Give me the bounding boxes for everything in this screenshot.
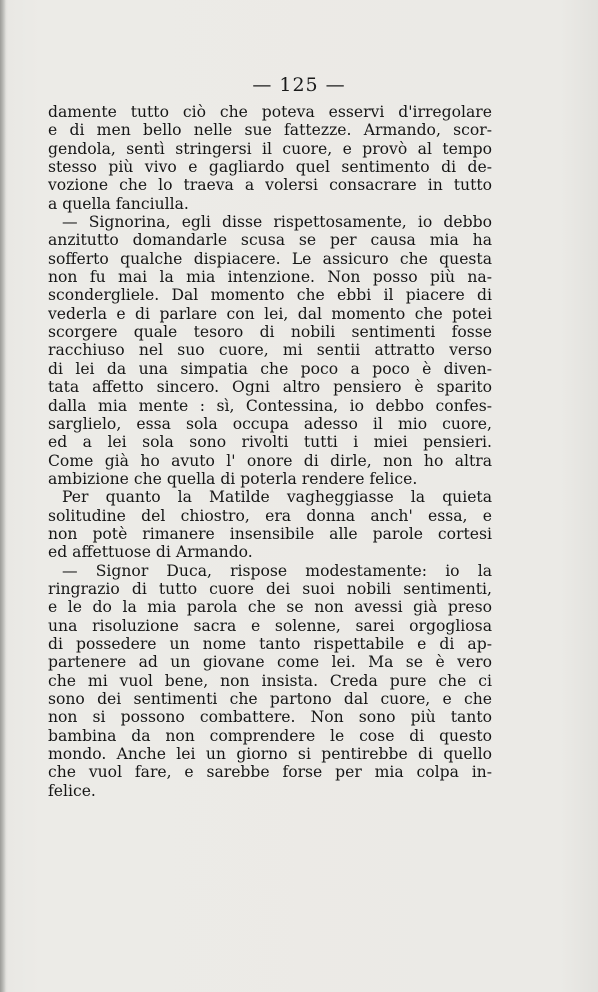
text-line: che vuol fare, e sarebbe forse per mia colpa in-	[48, 763, 492, 782]
text-line: non fu mai la mia intenzione. Non posso più na-	[48, 268, 492, 287]
text-line: racchiuso nel suo cuore, mi sentii attratto verso	[48, 341, 492, 360]
text-line: ed affettuose di Armando.	[48, 543, 253, 562]
text-line: tata affetto sincero. Ogni altro pensiero è sparito	[48, 378, 492, 397]
text-line: felice.	[48, 781, 96, 800]
text-line: sofferto qualche dispiacere. Le assicuro che questa	[48, 249, 492, 268]
text-line: mondo. Anche lei un giorno si pentirebbe di quello	[48, 745, 492, 764]
text-line: partenere ad un giovane come lei. Ma se è vero	[48, 653, 492, 672]
text-line: di lei da una simpatia che poco a poco è diven-	[48, 359, 492, 378]
page-number: — 125 —	[252, 74, 346, 96]
text-line: Per quanto la Matilde vagheggiasse la quieta	[62, 488, 492, 507]
text-line: che mi vuol bene, non insista. Creda pure che ci	[48, 671, 492, 690]
body-text	[48, 103, 492, 800]
text-line: sarglielo, essa sola occupa adesso il mio cuore,	[48, 414, 492, 433]
text-line: dalla mia mente : sì, Contessina, io debbo confes-	[48, 396, 492, 415]
text-line: di possedere un nome tanto rispettabile e di ap-	[48, 634, 492, 653]
text-line: anzitutto domandarle scusa se per causa mia ha	[48, 231, 492, 250]
text-line: stesso più vivo e gagliardo quel sentimento di de-	[48, 158, 492, 177]
text-line: damente tutto ciò che poteva esservi d'irregolare	[48, 103, 492, 121]
text-line: scondergliele. Dal momento che ebbi il piacere di	[48, 286, 492, 305]
text-line: e le do la mia parola che se non avessi già preso	[48, 598, 492, 617]
text-line: non potè rimanere insensibile alle parole cortesi	[48, 524, 492, 543]
text-line: bambina da non comprendere le cose di questo	[48, 726, 492, 745]
text-line: a quella fanciulla.	[48, 194, 189, 213]
text-line: sono dei sentimenti che partono dal cuore, e che	[48, 690, 492, 708]
text-line: ambizione che quella di poterla rendere felice.	[48, 469, 418, 488]
text-line: Come già ho avuto l' onore di dirle, non ho altra	[48, 451, 492, 470]
text-line: e di men bello nelle sue fattezze. Armando, scor-	[48, 121, 492, 140]
text-line: solitudine del chiostro, era donna anch' essa, e	[48, 506, 492, 525]
text-line: una risoluzione sacra e solenne, sarei orgogliosa	[48, 616, 492, 635]
text-line: vozione che lo traeva a volersi consacrare in tutto	[48, 176, 492, 195]
text-line: ed a lei sola sono rivolti tutti i miei pensieri.	[48, 433, 492, 452]
page-edge-shadow	[0, 0, 6, 992]
text-line: vederla e di parlare con lei, dal momento che potei	[48, 304, 492, 323]
text-line: — Signor Duca, rispose modestamente: io la	[62, 561, 492, 580]
text-line: gendola, sentì stringersi il cuore, e provò al tempo	[48, 139, 492, 158]
text-line: ringrazio di tutto cuore dei suoi nobili sentimenti,	[48, 579, 492, 598]
text-line: scorgere quale tesoro di nobili sentimenti fosse	[48, 323, 492, 342]
text-line: non si possono combattere. Non sono più tanto	[48, 708, 492, 727]
text-line: — Signorina, egli disse rispettosamente, io debbo	[62, 213, 492, 232]
